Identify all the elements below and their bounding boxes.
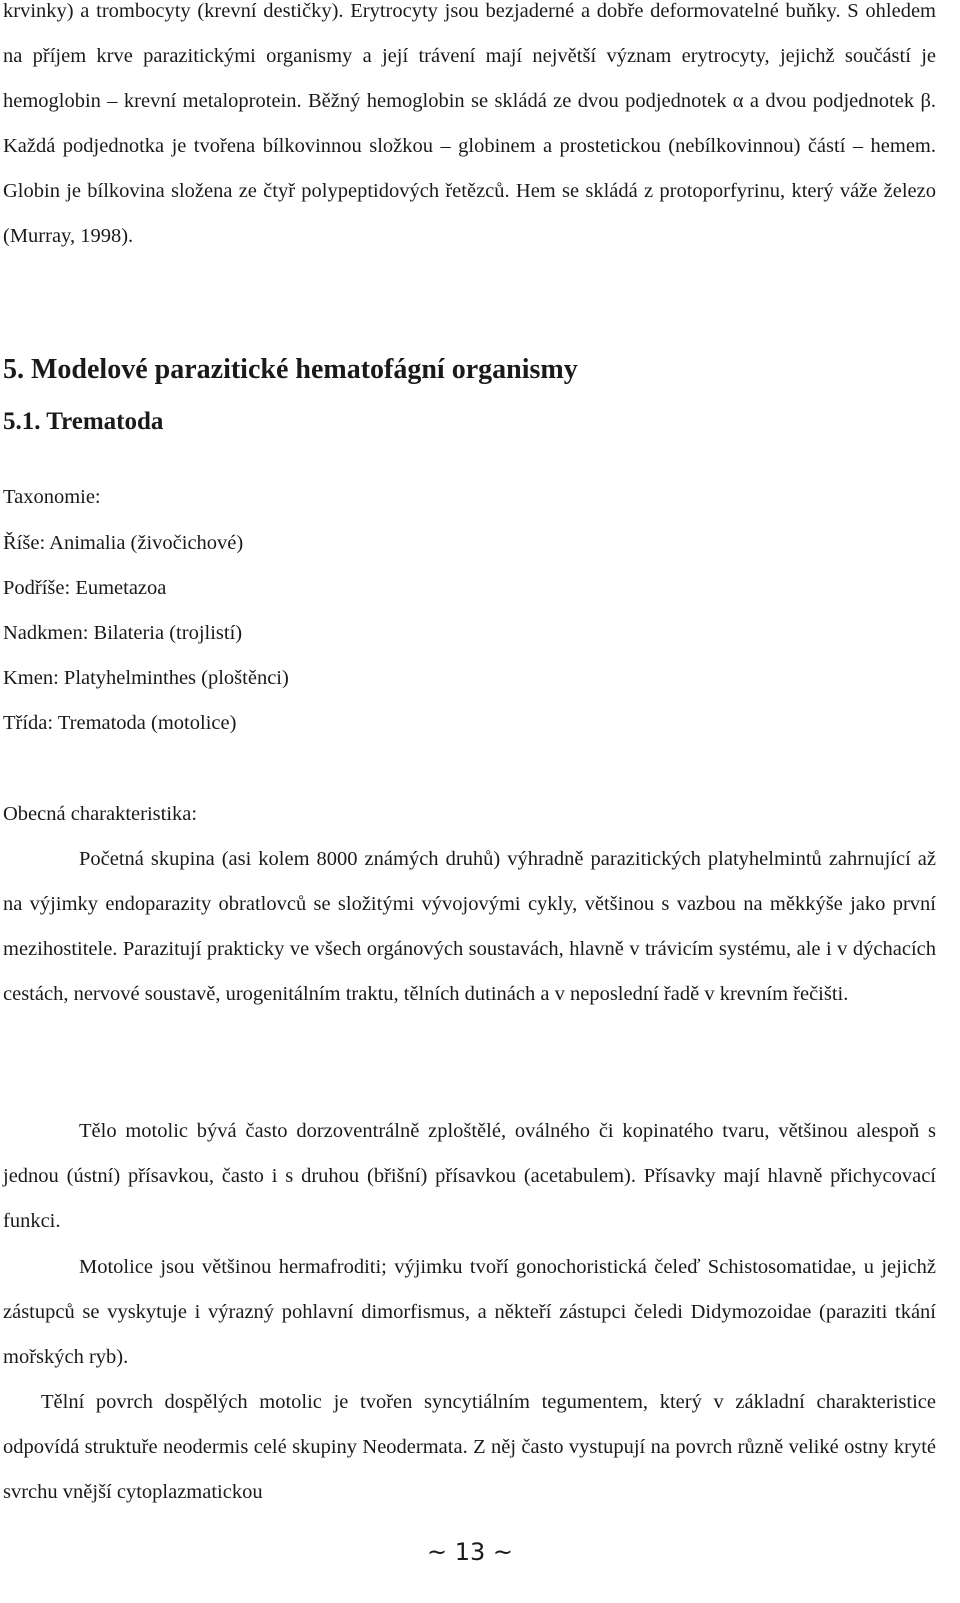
paragraph-hermaphrodites: Motolice jsou většinou hermafroditi; výjimku tvoří gonochoristická čeleď Schistosomatidae, u jejichž zástupců se vyskytuje i výrazný pohlavní dimorfismus, a někteří zástupci čeledi Didymozoidae (paraziti tkání mořských ryb). (3, 1256, 936, 1368)
paragraph-body-shape: Tělo motolic bývá často dorzoventrálně zploštělé, oválného či kopinatého tvaru, většinou alespoň s jednou (ústní) přísavkou, často i s druhou (břišní) přísavkou (acetabulem). Přísavky mají hlavně přichycovací funkci. (3, 1120, 936, 1232)
taxonomy-superphylum: Nadkmen: Bilateria (trojlistí) (3, 622, 243, 644)
paragraph-general: Početná skupina (asi kolem 8000 známých druhů) výhradně parazitických platyhelmintů zahrnující až na výjimky endoparazity obratlovců se složitými vývojovými cykly, většinou s vazbou na měkkýše jako první mezihostitele. Parazitují prakticky ve všech orgánových soustavách, hlavně v trávicím systému, ale i v dýchacích cestách, nervové soustavě, urogenitálním traktu, tělních dutinách a v neposlední řadě v krevním řečišti. (3, 848, 936, 1005)
taxonomy-class: Třída: Trematoda (motolice) (3, 712, 237, 734)
page-number: ~ 13 ~ (426, 1538, 513, 1566)
section-heading: 5.1. Trematoda (3, 408, 164, 435)
taxonomy-phylum: Kmen: Platyhelminthes (ploštěnci) (3, 667, 289, 689)
paragraph-tegument: Tělní povrch dospělých motolic je tvořen syncytiálním tegumentem, který v základní charakteristice odpovídá struktuře neodermis celé skupiny Neodermata. Z něj často vystupují na povrch různě veliké ostny kryté svrchu vnější cytoplazmatickou (3, 1391, 936, 1503)
taxonomy-title: Taxonomie: (3, 486, 101, 508)
taxonomy-kingdom: Říše: Animalia (živočichové) (3, 532, 244, 554)
general-characteristics-title: Obecná charakteristika: (3, 803, 198, 825)
chapter-heading: 5. Modelové parazitické hematofágní organismy (3, 354, 578, 385)
intro-paragraph: krvinky) a trombocyty (krevní destičky). Erytrocyty jsou bezjaderné a dobře deformovatelné buňky. S ohledem na příjem krve parazitickými organismy a její trávení mají největší význam erytrocyty, jejichž součástí je hemoglobin – krevní metaloprotein. Běžný hemoglobin se skládá ze dvou podjednotek α a dvou podjednotek β. Každá podjednotka je tvořena bílkovinnou složkou – globinem a prostetickou (nebílkovinnou) částí – hemem. Globin je bílkovina složena ze čtyř polypeptidových řetězců. Hem se skládá z protoporfyrinu, který váže železo (Murray, 1998). (3, 0, 936, 247)
taxonomy-subkingdom: Podříše: Eumetazoa (3, 577, 167, 599)
